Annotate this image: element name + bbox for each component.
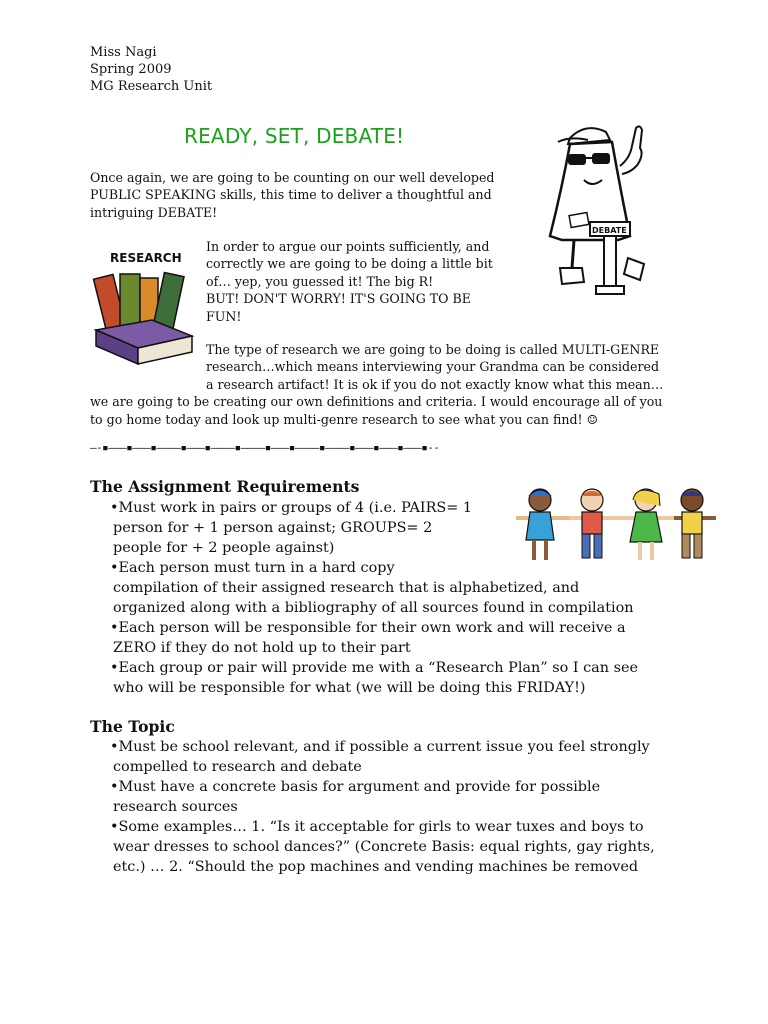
list-item: who will be responsible for what (we will be doing this FRIDAY!) xyxy=(113,680,586,696)
argue-line: FUN! xyxy=(206,308,242,324)
topic-list xyxy=(90,737,655,877)
list-item: •Each person must turn in a hard copy xyxy=(110,560,395,576)
topic-section xyxy=(90,717,655,877)
multigenre-line: we are going to be creating our own definitions and criteria. I would encourage all of you xyxy=(90,394,663,410)
list-item: people for + 2 people against) xyxy=(113,540,335,556)
topic-heading: The Topic xyxy=(90,717,175,736)
intro-line: PUBLIC SPEAKING skills, this time to deliver a thoughtful and xyxy=(90,187,492,203)
decorative-separator: —-▪———▪———▪————▪———▪————▪————▪———▪————▪————▪———▪———▪———▪-- xyxy=(90,441,440,454)
argue-line: correctly we are going to be doing a little bit xyxy=(206,256,493,272)
teacher-name: Miss Nagi xyxy=(90,45,157,60)
argue-paragraph xyxy=(206,238,493,325)
list-item: •Some examples… 1. “Is it acceptable for girls to wear tuxes and boys to xyxy=(110,819,644,835)
multigenre-paragraph xyxy=(90,341,663,428)
list-item: •Each person will be responsible for their own work and will receive a xyxy=(110,620,626,636)
assignment-list xyxy=(90,498,638,698)
multigenre-line: research…which means interviewing your Grandma can be considered xyxy=(206,359,660,375)
assignment-section xyxy=(90,477,638,698)
research-label: RESEARCH xyxy=(110,251,182,265)
list-item: organized along with a bibliography of all sources found in compilation xyxy=(113,600,634,616)
argue-line: of… yep, you guessed it! The big R! xyxy=(206,273,434,289)
assignment-heading: The Assignment Requirements xyxy=(90,477,360,496)
list-item: compelled to research and debate xyxy=(113,759,362,775)
list-item: research sources xyxy=(113,799,238,815)
intro-line: Once again, we are going to be counting on our well developed xyxy=(90,170,495,185)
list-item: ZERO if they do not hold up to their part xyxy=(113,640,411,656)
list-item: •Must have a concrete basis for argument and provide for possible xyxy=(110,779,601,795)
debate-mascot-image xyxy=(540,118,650,304)
term: Spring 2009 xyxy=(90,62,172,77)
multigenre-line: The type of research we are going to be doing is called MULTI-GENRE xyxy=(206,342,660,357)
list-item: compilation of their assigned research that is alphabetized, and xyxy=(113,580,580,596)
page-title: READY, SET, DEBATE! xyxy=(184,124,405,148)
argue-line: BUT! DON'T WORRY! IT'S GOING TO BE xyxy=(206,291,471,307)
intro-line: intriguing DEBATE! xyxy=(90,204,218,220)
list-item: •Must be school relevant, and if possible a current issue you feel strongly xyxy=(110,739,650,755)
list-item: •Each group or pair will provide me with a “Research Plan” so I can see xyxy=(110,660,638,676)
list-item: person for + 1 person against; GROUPS= 2 xyxy=(113,520,433,536)
debate-sign-text: DEBATE xyxy=(592,226,627,235)
multigenre-line: a research artifact! It is ok if you do not exactly know what this mean… xyxy=(206,376,664,392)
intro-paragraph xyxy=(90,169,495,221)
header-block xyxy=(90,44,212,95)
argue-line: In order to argue our points sufficiently, and xyxy=(206,239,490,254)
list-item: wear dresses to school dances?” (Concrete Basis: equal rights, gay rights, xyxy=(113,839,655,855)
unit-name: MG Research Unit xyxy=(90,79,213,94)
multigenre-line: to go home today and look up multi-genre research to see what you can find! ☺ xyxy=(90,411,598,427)
list-item: etc.) … 2. “Should the pop machines and vending machines be removed xyxy=(113,859,639,875)
list-item: •Must work in pairs or groups of 4 (i.e. PAIRS= 1 xyxy=(110,500,473,516)
